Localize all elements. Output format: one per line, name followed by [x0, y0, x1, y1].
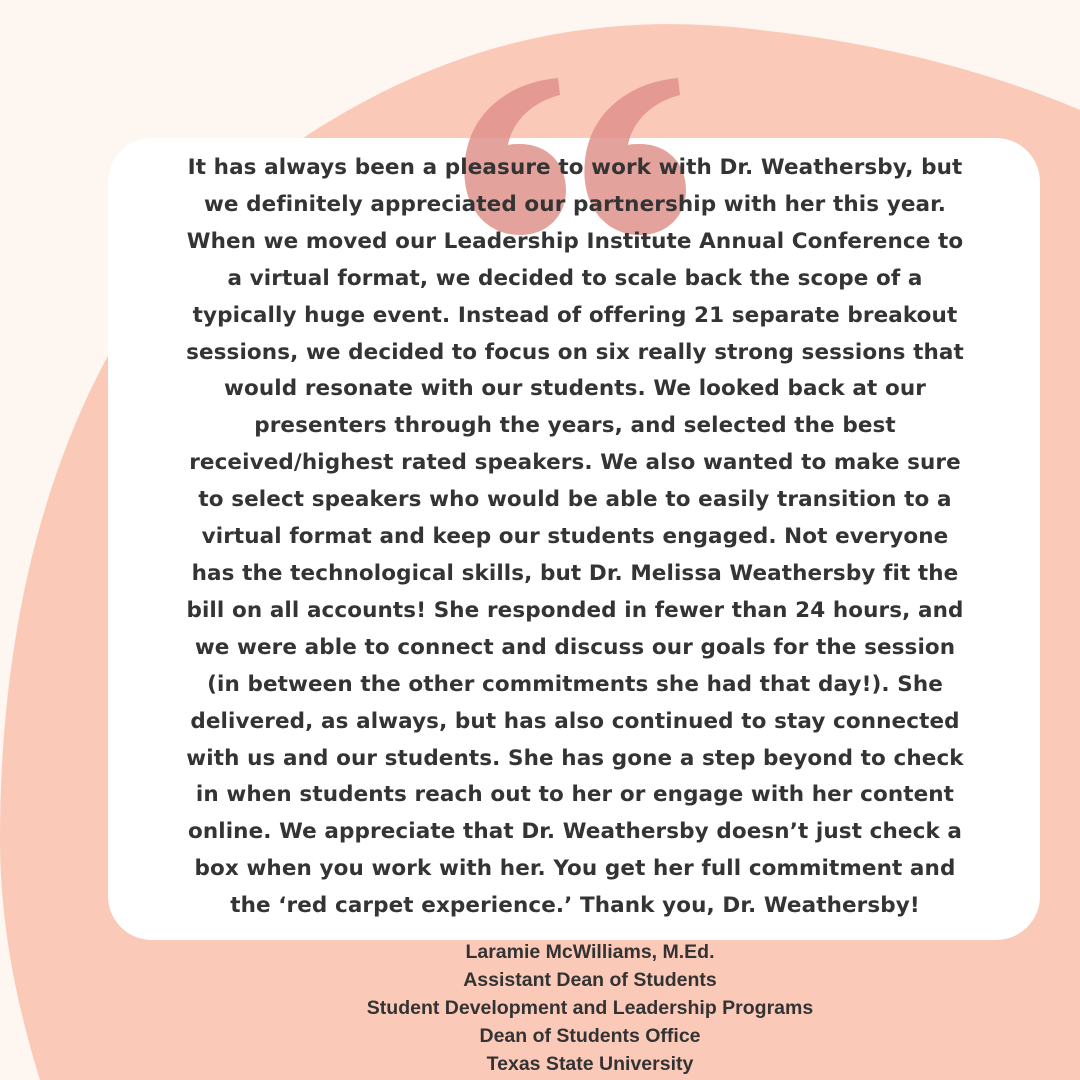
author-office: Dean of Students Office: [479, 1025, 701, 1047]
author-department: Student Development and Leadership Programs: [366, 997, 814, 1019]
author-title: Assistant Dean of Students: [463, 969, 717, 991]
author-institution: Texas State University: [486, 1053, 694, 1075]
testimonial-quote: It has always been a pleasure to work with Dr. Weathersby, but we definitely appreciated our partnership with her this year. When we moved our Leadership Institute Annual Conference to a virtual format, we decided to scale back the scope of a typically huge event. Instead of offering 21 separate breakout sessions, we decided to focus on six really strong sessions that would resonate with our students. We looked back at our presenters through the years, and selected the best received/highest rated speakers. We also wanted to make sure to select speakers who would be able to easily transition to a virtual format and keep our students engaged. Not everyone has the technological skills, but Dr. Melissa Weathersby fit the bill on all accounts! She responded in fewer than 24 hours, and we were able to connect and discuss our goals for the session (in between the other commitments she had that day!). She delivered, as always, but has also continued to stay connected with us and our students. She has gone a step beyond to check in when students reach out to her or engage with her content online. We appreciate that Dr. Weathersby doesn’t just check a box when you work with her. You get her full commitment and the ‘red carpet experience.’ Thank you, Dr. Weathersby!: [186, 155, 964, 919]
author-name: Laramie McWilliams, M.Ed.: [465, 941, 715, 963]
attribution-block: [100, 938, 1080, 1078]
